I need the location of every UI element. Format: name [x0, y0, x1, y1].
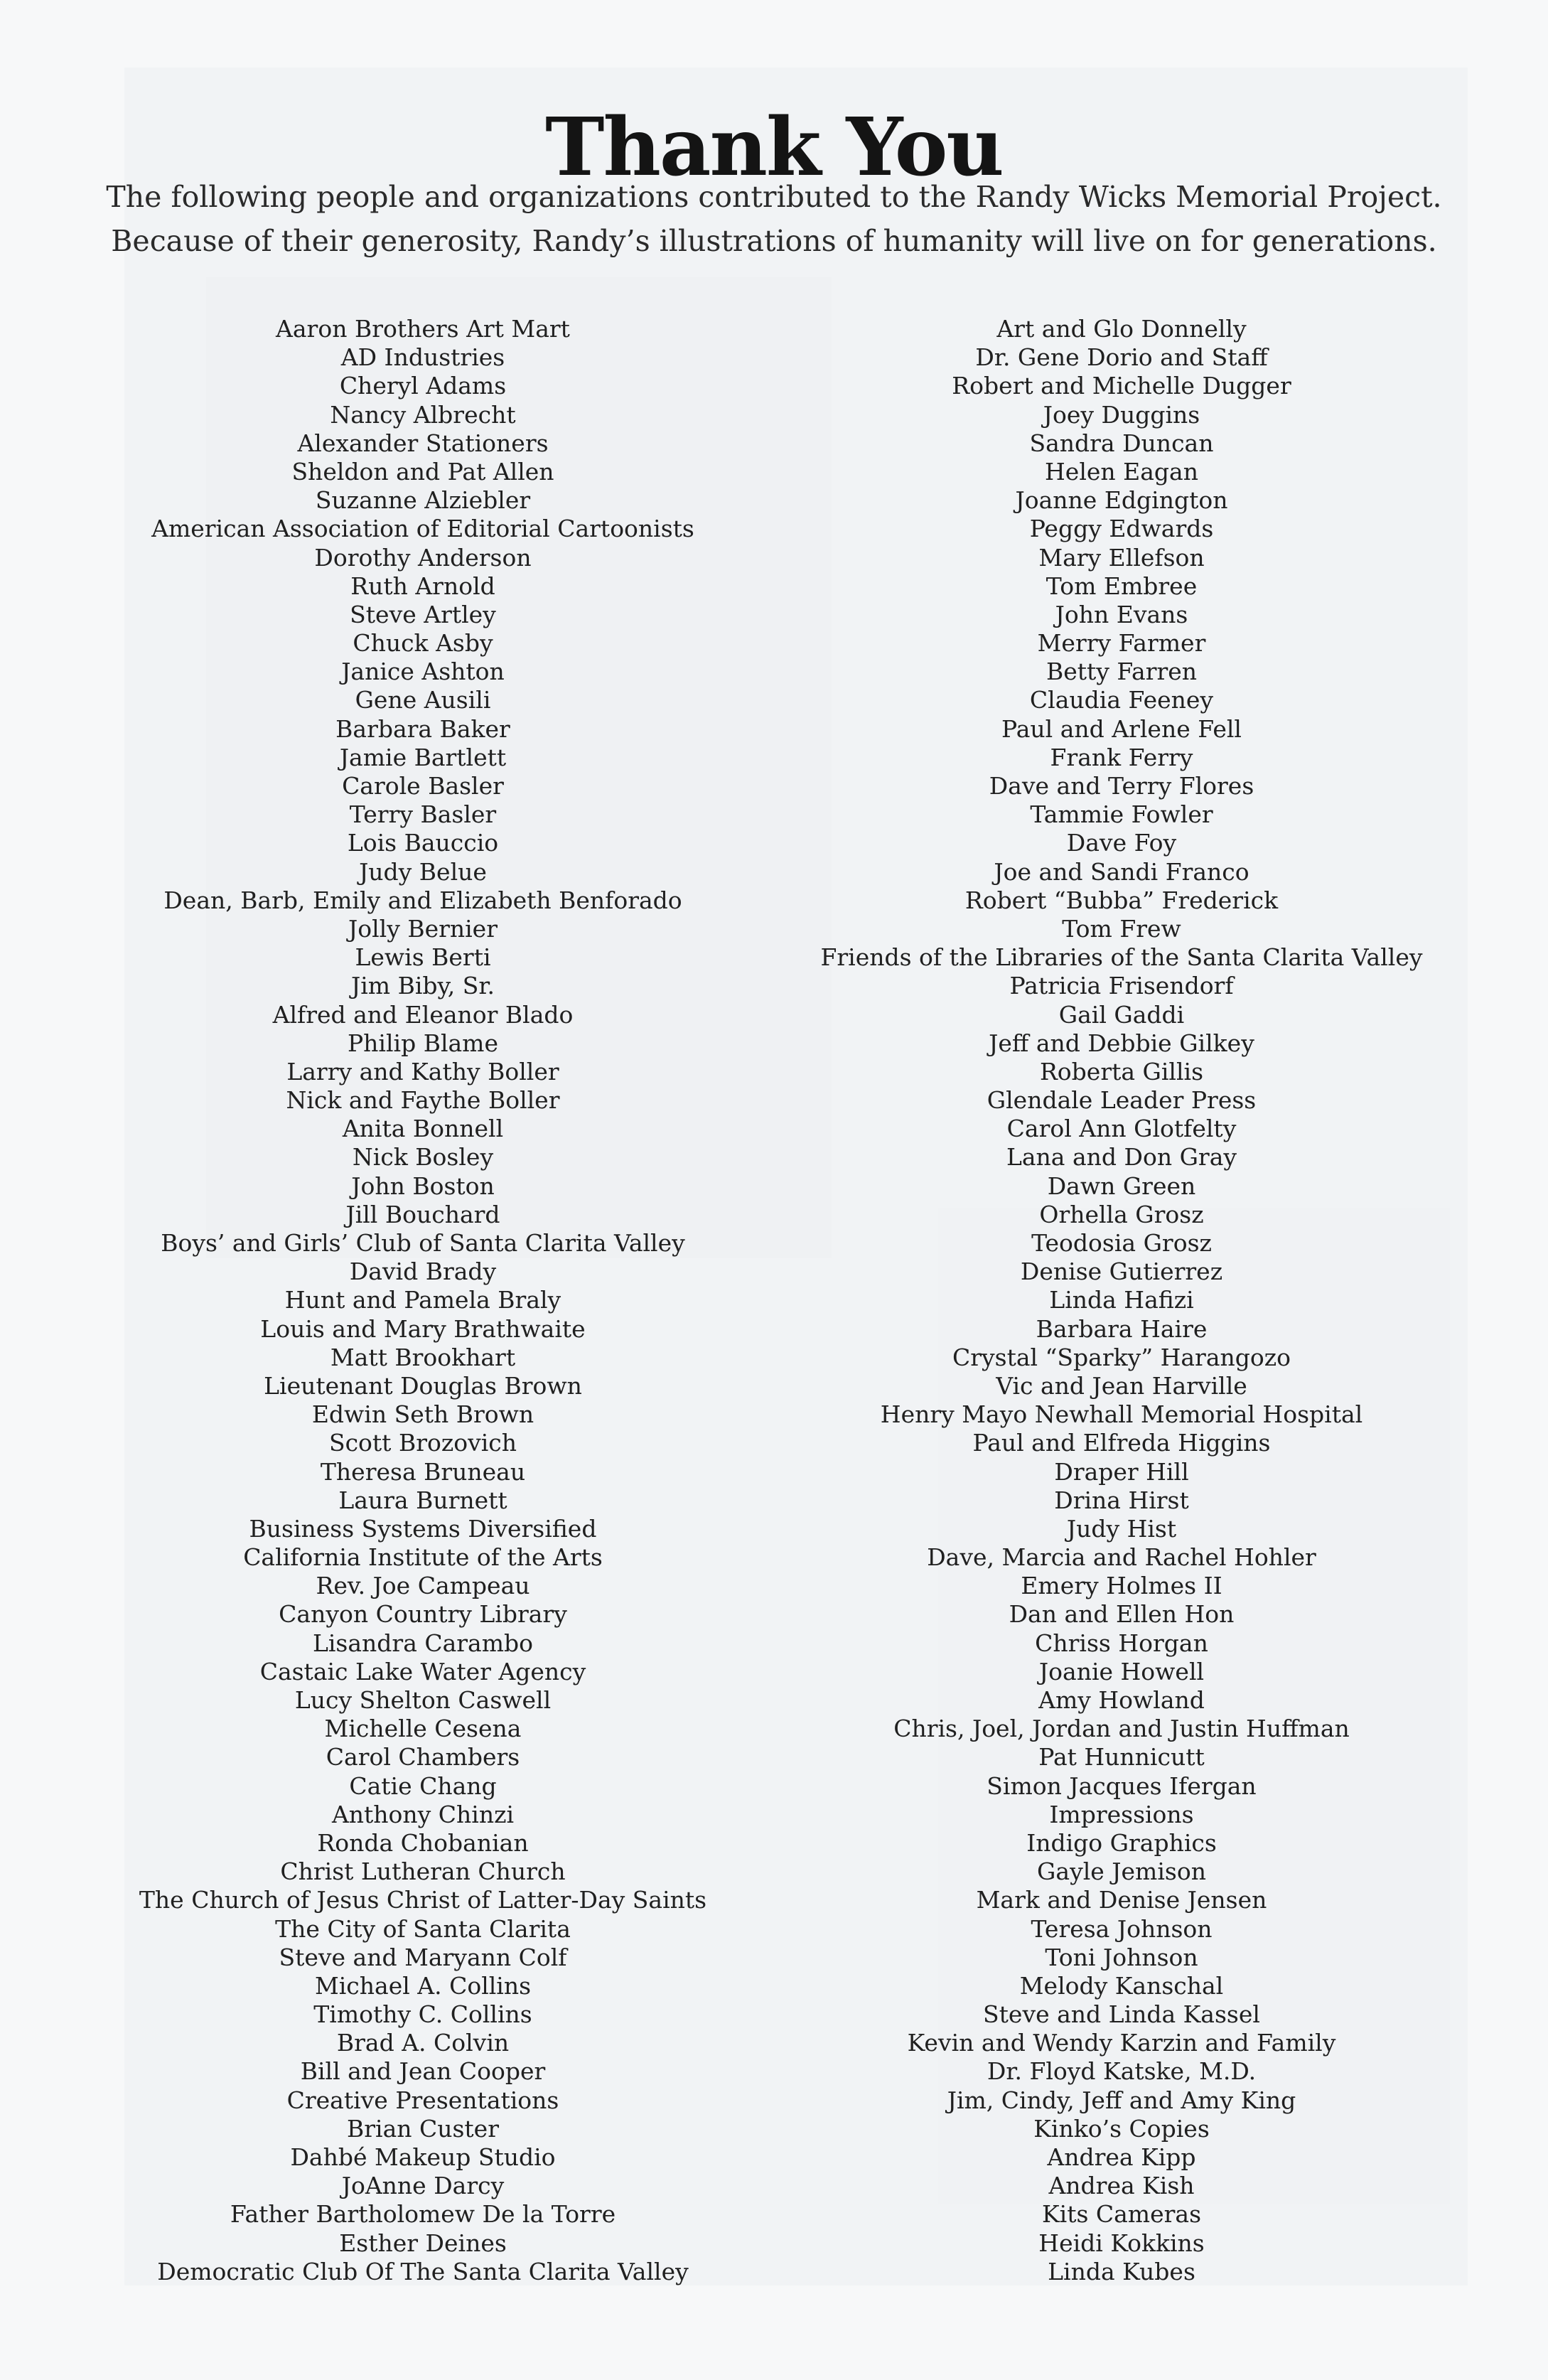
contributor-name: Steve Artley: [350, 600, 496, 628]
contributor-name: Paul and Elfreda Higgins: [972, 1429, 1271, 1457]
contributor-name: Kits Cameras: [1041, 2200, 1202, 2229]
contributor-name: Gene Ausili: [355, 686, 491, 714]
contributor-name: AD Industries: [340, 343, 505, 372]
contributor-name: Friends of the Libraries of the Santa Clarita Valley: [820, 943, 1423, 972]
contributor-name: Creative Presentations: [286, 2086, 559, 2114]
contributor-name: Gayle Jemison: [1037, 1858, 1206, 1886]
contributor-name: Pat Hunnicutt: [1038, 1743, 1205, 1771]
contributor-name: Terry Basler: [349, 800, 497, 829]
contributor-name: American Association of Editorial Cartoonists: [151, 515, 694, 543]
contributor-name: The Church of Jesus Christ of Latter-Day Saints: [139, 1886, 707, 1914]
contributor-name: Mary Ellefson: [1038, 543, 1205, 572]
contributor-name: Joe and Sandi Franco: [994, 857, 1249, 886]
contributor-name: Carol Ann Glotfelty: [1006, 1115, 1237, 1143]
contributor-name: Simon Jacques Ifergan: [987, 1771, 1257, 1800]
contributor-name: Heidi Kokkins: [1038, 2229, 1205, 2257]
contributor-name: Patricia Frisendorf: [1009, 972, 1234, 1000]
contributor-name: Steve and Maryann Colf: [279, 1943, 567, 1971]
contributor-name: Philip Blame: [347, 1029, 499, 1057]
contributor-name: Drina Hirst: [1054, 1486, 1189, 1514]
contributor-name: Ruth Arnold: [350, 572, 495, 600]
contributor-name: Laura Burnett: [338, 1486, 507, 1514]
contributor-name: Matt Brookhart: [330, 1343, 516, 1371]
contributor-name: John Evans: [1055, 600, 1188, 628]
contributor-name: Vic and Jean Harville: [996, 1371, 1247, 1400]
contributor-name: Nick and Faythe Boller: [286, 1086, 560, 1115]
contributor-name: Crystal “Sparky” Harangozo: [952, 1343, 1291, 1371]
contributor-name: Dr. Gene Dorio and Staff: [975, 343, 1268, 372]
contributor-name: Business Systems Diversified: [249, 1514, 597, 1543]
contributor-name: Louis and Mary Brathwaite: [260, 1314, 586, 1343]
contributor-name: Tom Embree: [1046, 572, 1198, 600]
contributor-name: Dave, Marcia and Rachel Hohler: [927, 1543, 1316, 1572]
contributor-name: Jim Biby, Sr.: [351, 972, 495, 1000]
contributor-name: Andrea Kish: [1048, 2172, 1195, 2200]
contributor-name: Draper Hill: [1054, 1457, 1189, 1486]
contributor-name: Dave and Terry Flores: [989, 772, 1254, 800]
contributor-name: Edwin Seth Brown: [311, 1400, 534, 1429]
contributor-name: Dorothy Anderson: [314, 543, 532, 572]
contributor-name: The City of Santa Clarita: [275, 1914, 571, 1943]
contributor-name: Lana and Don Gray: [1006, 1143, 1237, 1172]
contributor-name: Merry Farmer: [1037, 629, 1206, 658]
contributor-name: Rev. Joe Campeau: [316, 1572, 530, 1600]
contributor-name: Teresa Johnson: [1031, 1914, 1213, 1943]
contributor-name: Lieutenant Douglas Brown: [264, 1371, 582, 1400]
contributors-left-column: [53, 315, 792, 2286]
contributor-name: Alfred and Eleanor Blado: [272, 1000, 574, 1029]
contributor-name: Catie Chang: [349, 1771, 497, 1800]
contributor-name: Larry and Kathy Boller: [286, 1057, 559, 1086]
contributor-name: Joey Duggins: [1043, 400, 1200, 429]
intro-line-2: Because of their generosity, Randy’s illustrations of humanity will live on for generations.: [111, 224, 1437, 258]
intro-line-1: The following people and organizations contributed to the Randy Wicks Memorial Project.: [106, 180, 1442, 214]
contributor-name: Bill and Jean Cooper: [300, 2057, 546, 2086]
contributor-name: Brian Custer: [346, 2114, 499, 2143]
contributor-name: Glendale Leader Press: [987, 1086, 1257, 1115]
contributor-name: Michelle Cesena: [324, 1715, 522, 1743]
contributor-name: Jim, Cindy, Jeff and Amy King: [947, 2086, 1296, 2114]
contributor-name: Suzanne Alziebler: [315, 486, 531, 515]
page-title: Thank You: [545, 101, 1003, 195]
contributor-name: Scott Brozovich: [328, 1429, 517, 1457]
contributors-right-column: [752, 315, 1491, 2286]
contributor-name: Aaron Brothers Art Mart: [276, 315, 570, 343]
contributor-name: Alexander Stationers: [297, 429, 549, 457]
contributor-name: Barbara Haire: [1036, 1314, 1208, 1343]
contributor-name: Tammie Fowler: [1030, 800, 1213, 829]
contributor-name: Orhella Grosz: [1039, 1200, 1204, 1228]
contributor-name: Jill Bouchard: [345, 1200, 500, 1228]
contributor-name: Claudia Feeney: [1029, 686, 1214, 714]
contributor-name: Mark and Denise Jensen: [976, 1886, 1267, 1914]
contributor-name: David Brady: [349, 1258, 497, 1286]
contributor-name: Steve and Linda Kassel: [983, 2000, 1260, 2029]
contributor-name: Joanie Howell: [1038, 1657, 1205, 1685]
contributor-name: Dan and Ellen Hon: [1009, 1600, 1235, 1629]
contributor-name: Linda Hafizi: [1049, 1286, 1194, 1314]
contributor-name: Sandra Duncan: [1029, 429, 1214, 457]
contributor-name: Janice Ashton: [341, 658, 505, 686]
contributor-name: Michael A. Collins: [314, 1971, 532, 2000]
contributor-name: Roberta Gillis: [1039, 1057, 1204, 1086]
contributor-name: Judy Belue: [359, 857, 487, 886]
contributor-name: Lois Bauccio: [347, 829, 499, 857]
contributor-name: Andrea Kipp: [1047, 2143, 1196, 2171]
contributor-name: Hunt and Pamela Braly: [284, 1286, 561, 1314]
contributor-name: Jamie Bartlett: [339, 743, 507, 771]
contributor-name: Impressions: [1049, 1800, 1194, 1828]
contributor-name: John Boston: [351, 1172, 495, 1200]
contributor-name: Boys’ and Girls’ Club of Santa Clarita Valley: [161, 1229, 685, 1257]
contributor-name: Betty Farren: [1046, 658, 1198, 686]
intro-paragraph: [0, 175, 1548, 263]
contributor-name: Father Bartholomew De la Torre: [230, 2200, 616, 2229]
contributor-name: Henry Mayo Newhall Memorial Hospital: [880, 1400, 1363, 1429]
contributor-name: Esther Deines: [339, 2229, 507, 2257]
contributor-name: Cheryl Adams: [339, 372, 507, 400]
contributor-name: Lisandra Carambo: [312, 1629, 534, 1657]
contributor-name: Nancy Albrecht: [330, 400, 516, 429]
contributor-name: JoAnne Darcy: [341, 2172, 505, 2200]
contributor-name: Chriss Horgan: [1035, 1629, 1208, 1657]
contributor-name: Indigo Graphics: [1026, 1828, 1217, 1857]
contributor-name: Anita Bonnell: [342, 1115, 504, 1143]
contributor-name: Dr. Floyd Katske, M.D.: [987, 2057, 1257, 2086]
contributor-name: Peggy Edwards: [1029, 515, 1214, 543]
contributor-name: Robert and Michelle Dugger: [952, 372, 1291, 400]
contributor-name: Ronda Chobanian: [317, 1828, 529, 1857]
contributor-name: Democratic Club Of The Santa Clarita Valley: [157, 2257, 689, 2285]
contributor-name: Tom Frew: [1062, 914, 1181, 943]
contributor-name: Lucy Shelton Caswell: [294, 1686, 552, 1714]
contributor-name: Kinko’s Copies: [1033, 2114, 1210, 2143]
contributor-name: Brad A. Colvin: [336, 2029, 510, 2057]
contributor-name: Linda Kubes: [1048, 2257, 1195, 2285]
contributor-name: Lewis Berti: [355, 943, 491, 972]
contributor-name: Paul and Arlene Fell: [1001, 714, 1242, 743]
contributor-name: Helen Eagan: [1045, 457, 1198, 486]
contributor-name: Robert “Bubba” Frederick: [964, 886, 1279, 914]
contributor-name: Teodosia Grosz: [1031, 1229, 1212, 1257]
contributor-name: Carole Basler: [342, 772, 504, 800]
contributor-name: Carol Chambers: [326, 1743, 520, 1771]
contributor-name: Toni Johnson: [1045, 1943, 1198, 1971]
contributor-name: California Institute of the Arts: [243, 1543, 603, 1572]
contributor-name: Barbara Baker: [335, 714, 510, 743]
contributor-name: Frank Ferry: [1050, 743, 1193, 771]
contributor-name: Chuck Asby: [353, 629, 493, 658]
contributor-name: Castaic Lake Water Agency: [259, 1657, 586, 1685]
contributor-name: Dave Foy: [1066, 829, 1177, 857]
contributor-name: Amy Howland: [1038, 1686, 1205, 1714]
contributor-name: Denise Gutierrez: [1020, 1258, 1223, 1286]
contributor-name: Nick Bosley: [352, 1143, 494, 1172]
contributor-name: Dean, Barb, Emily and Elizabeth Benforado: [163, 886, 682, 914]
contributor-name: Melody Kanschal: [1019, 1971, 1224, 2000]
contributor-name: Dahbé Makeup Studio: [290, 2143, 556, 2171]
contributor-name: Kevin and Wendy Karzin and Family: [907, 2029, 1336, 2057]
contributor-name: Sheldon and Pat Allen: [291, 457, 554, 486]
contributor-name: Dawn Green: [1047, 1172, 1196, 1200]
contributor-name: Jeff and Debbie Gilkey: [989, 1029, 1254, 1057]
contributor-name: Joanne Edgington: [1015, 486, 1228, 515]
contributor-name: Theresa Bruneau: [320, 1457, 526, 1486]
contributor-name: Emery Holmes II: [1021, 1572, 1222, 1600]
contributor-name: Anthony Chinzi: [331, 1800, 515, 1828]
contributor-name: Chris, Joel, Jordan and Justin Huffman: [893, 1715, 1350, 1743]
contributor-name: Timothy C. Collins: [313, 2000, 532, 2029]
contributor-name: Jolly Bernier: [348, 914, 498, 943]
contributor-name: Gail Gaddi: [1058, 1000, 1185, 1029]
contributor-name: Christ Lutheran Church: [280, 1858, 566, 1886]
contributor-name: Judy Hist: [1066, 1514, 1177, 1543]
contributor-name: Canyon Country Library: [279, 1600, 567, 1629]
contributor-name: Art and Glo Donnelly: [996, 315, 1247, 343]
